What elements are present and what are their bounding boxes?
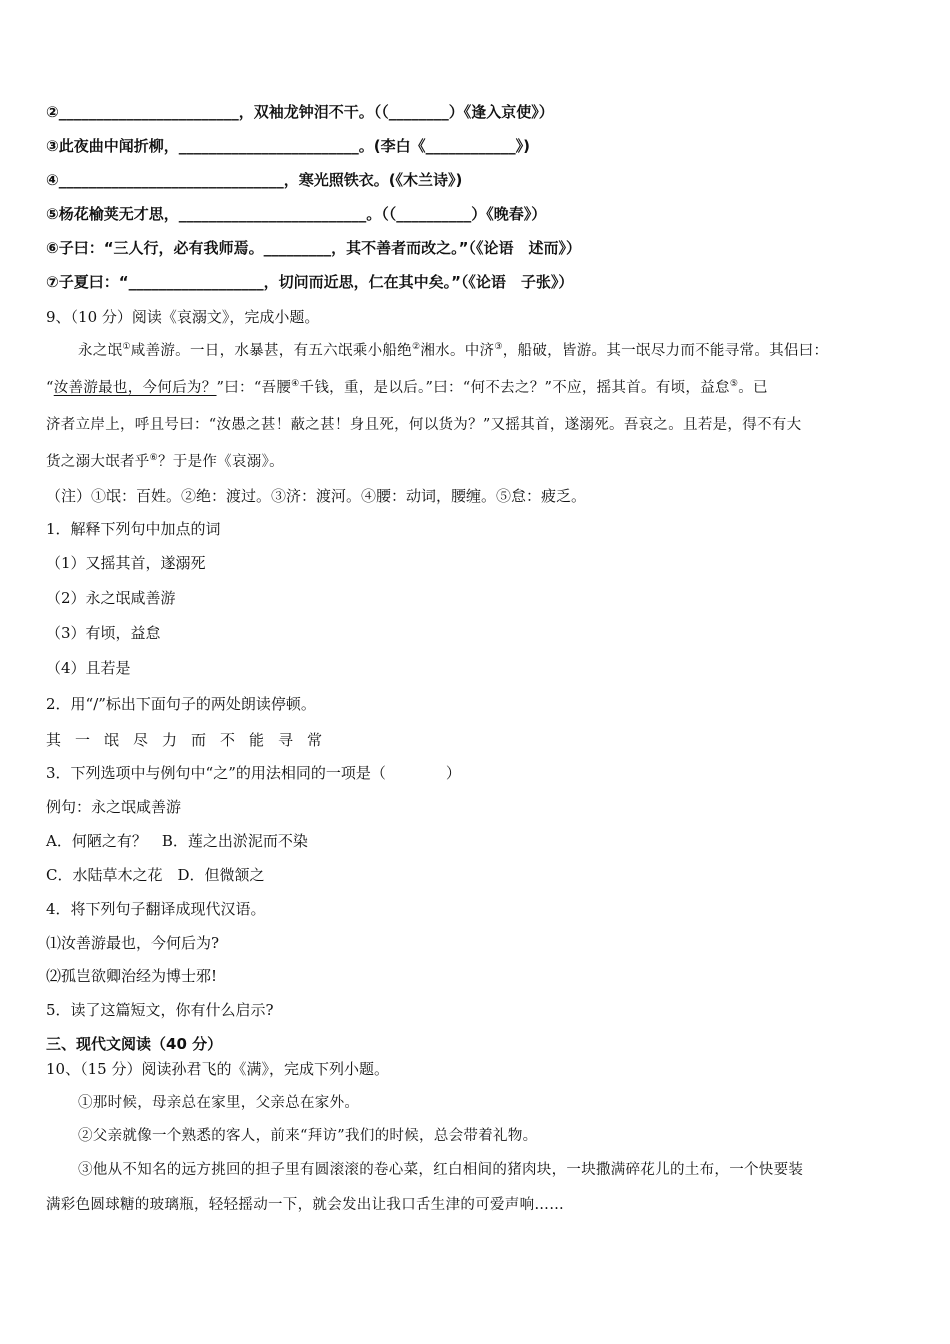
sub-item: （3）有顷，益怠: [46, 624, 161, 642]
article-para-3-cont: 满彩色圆球糖的玻璃瓶，轻轻摇动一下，就会发出让我口舌生津的可爱声响……: [46, 1197, 564, 1213]
fill-line-3: [46, 136, 530, 156]
line-text: ，双袖龙钟泪不干。（（________）《逢入京使》）: [238, 103, 554, 121]
sub-item: ⑴汝善游最也，今何后为?: [46, 934, 220, 952]
item-number: ⑤: [46, 205, 59, 223]
passage-line-4: 货之溺大氓者乎⑥？于是作《哀溺》。: [46, 453, 284, 470]
sub-question-3: 3．下列选项中与例句中“之”的用法相同的一项是（ ）: [46, 764, 461, 782]
fill-line-4: [46, 170, 462, 190]
passage-line-1: 永之氓①咸善游。一日，水暴甚，有五六氓乘小船绝②湘水。中济③，船破，皆游。其一氓尽力而不能寻常。其侣曰：: [78, 342, 829, 359]
article-para-1: ①那时候，母亲总在家里，父亲总在家外。: [78, 1095, 360, 1111]
annotation-note: （注）①氓：百姓。②绝：渡过。③济：渡河。④腰：动词，腰缠。⑤怠：疲乏。: [46, 487, 587, 505]
q10-header: 10、（15 分）阅读孙君飞的《满》，完成下列小题。: [46, 1060, 389, 1078]
fill-line-7: [46, 272, 573, 292]
answer-blank[interactable]: ________________________: [58, 103, 239, 121]
underlined-sentence: 汝善游最也，今何后为？: [53, 380, 217, 396]
passage-line-2: “汝善游最也，今何后为？”曰：“吾腰④千钱，重，是以后。”曰：“何不去之？”不应，摇其首。有顷，益怠⑤。已: [46, 379, 768, 396]
fill-line-5: [46, 204, 546, 224]
answer-blank[interactable]: __________________: [128, 273, 264, 291]
line-text: ，寒光照铁衣。(《木兰诗》): [283, 171, 463, 189]
passage-line-3: 济者立岸上，呼且号曰：“汝愚之甚！蔽之甚！身且死，何以货为？”又摇其首，遂溺死。吾哀之。且若是，得不有大: [46, 417, 802, 433]
fill-line-2: [46, 102, 554, 122]
sub-question-4: 4．将下列句子翻译成现代汉语。: [46, 900, 266, 918]
line-text: 子曰：“三人行，必有我师焉。: [58, 239, 264, 257]
item-number: ③: [46, 137, 59, 155]
options-cd: C．水陆草木之花 D．但微颔之: [46, 866, 265, 884]
sub-item: （1）又摇其首，遂溺死: [46, 554, 206, 572]
item-number: ⑦: [46, 273, 59, 291]
answer-blank[interactable]: ________________________: [178, 137, 359, 155]
sub-item: （4）且若是: [46, 659, 131, 677]
article-para-3: ③他从不知名的远方挑回的担子里有圆滚滚的卷心菜，红白相间的猪肉块，一块撒满碎花儿的土布，一个快要装: [78, 1162, 804, 1178]
sub-item: （2）永之氓咸善游: [46, 589, 176, 607]
sub-question-2: 2．用“/”标出下面句子的两处朗读停顿。: [46, 695, 316, 713]
sub-question-1: 1．解释下列句中加点的词: [46, 520, 221, 538]
line-text: 子夏曰：“: [58, 273, 129, 291]
line-text: 杨花榆荚无才思，: [58, 205, 179, 223]
item-number: ②: [46, 103, 59, 121]
answer-blank[interactable]: _________: [263, 239, 332, 257]
q9-header: 9、（10 分）阅读《哀溺文》，完成小题。: [46, 308, 320, 326]
sub-question-5: 5．读了这篇短文，你有什么启示?: [46, 1001, 274, 1019]
fill-line-6: [46, 238, 581, 258]
pause-sentence: 其一氓尽力而不能寻常: [46, 731, 337, 749]
line-text: 。(李白《____________》): [358, 137, 530, 155]
article-para-2: ②父亲就像一个熟悉的客人，前来“拜访”我们的时候，总会带着礼物。: [78, 1128, 538, 1144]
line-text: 。（（__________）《晚春》）: [366, 205, 547, 223]
example-sentence: 例句：永之氓咸善游: [46, 798, 182, 816]
options-ab: A．何陋之有？ B．莲之出淤泥而不染: [46, 832, 308, 850]
line-text: ，切问而近思，仁在其中矣。”（《论语 子张》）: [263, 273, 574, 291]
section-title: 三、现代文阅读（40 分）: [46, 1035, 223, 1053]
item-number: ④: [46, 171, 59, 189]
item-number: ⑥: [46, 239, 59, 257]
answer-blank[interactable]: _________________________: [178, 205, 367, 223]
line-text: 此夜曲中闻折柳，: [58, 137, 179, 155]
sub-item: ⑵孤岂欲卿治经为博士邪!: [46, 967, 218, 985]
line-text: ，其不善者而改之。”（《论语 述而》）: [331, 239, 581, 257]
answer-blank[interactable]: ______________________________: [58, 171, 284, 189]
